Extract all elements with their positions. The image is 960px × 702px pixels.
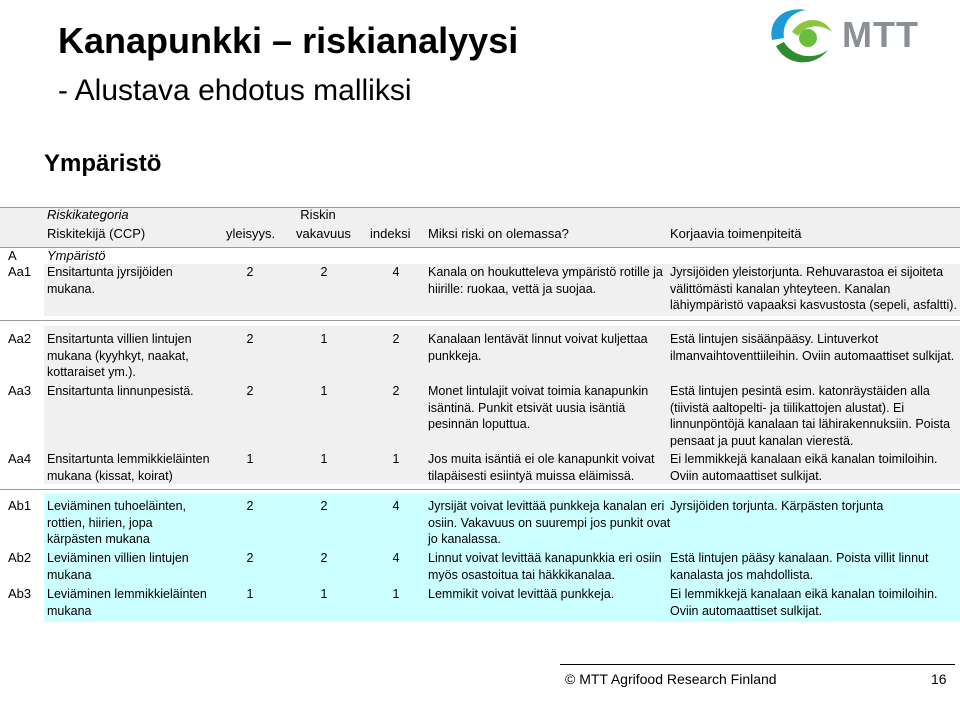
row-corrective-action: Jyrsijöiden yleistorjunta. Rehuvarastoa ei sijoiteta <box>670 265 944 279</box>
row-risk-factor: Ensitartunta jyrsijöiden <box>47 265 173 279</box>
row-corrective-action: välittömästi kanalan yhteyteen. Kanalan <box>670 281 891 296</box>
row-corrective-action: Estä lintujen sisäänpääsy. Lintuverkot <box>670 332 879 346</box>
row-risk-factor: mukana (kyyhkyt, naakat, <box>47 348 189 363</box>
header-vakavuus: vakavuus <box>296 226 351 241</box>
row-indeksi: 4 <box>392 499 400 513</box>
page-title: Kanapunkki – riskianalyysi <box>58 20 519 61</box>
header-indeksi: indeksi <box>370 226 411 241</box>
row-vakavuus: 1 <box>320 332 328 346</box>
row-corrective-action: Oviin automaattiset sulkijat. <box>670 468 823 483</box>
logo-text: MTT <box>842 14 919 55</box>
row-why: osiin. Vakavuus on suurempi jos punkit ovat <box>428 515 671 530</box>
row-vakavuus: 1 <box>320 384 328 398</box>
row-risk-factor: Leviäminen lemmikkieläinten <box>47 587 207 601</box>
row-code: Aa4 <box>8 451 32 466</box>
row-corrective-action: Ei lemmikkejä kanalaan eikä kanalan toimiloihin. <box>670 587 938 601</box>
page-subtitle: - Alustava ehdotus malliksi <box>58 74 412 107</box>
header-riskitekija: Riskitekijä (CCP) <box>47 226 146 241</box>
row-code: Aa2 <box>8 331 32 346</box>
row-vakavuus: 1 <box>320 587 328 601</box>
row-code: Ab2 <box>8 550 32 565</box>
row-indeksi: 4 <box>392 265 400 279</box>
row-risk-factor: mukana <box>47 603 92 618</box>
row-corrective-action: pensaat ja puut kanalan vierestä. <box>670 433 854 448</box>
row-why: Lemmikit voivat levittää punkkeja. <box>428 587 615 601</box>
row-corrective-action: Estä lintujen pesintä esim. katonräystäiden alla <box>670 384 930 398</box>
row-why: punkkeja. <box>428 348 482 363</box>
row-vakavuus: 2 <box>320 499 328 513</box>
row-indeksi: 1 <box>392 452 400 466</box>
row-corrective-action: ilmanvaihtoventtiileihin. Oviin automaattiset sulkijat. <box>670 348 955 363</box>
row-why: myös osastoitua tai häkkikanalaa. <box>428 567 615 582</box>
row-corrective-action: kanalasta jos mahdollista. <box>670 567 814 582</box>
row-why: tilapäisesti esiintyä muissa eläimissä. <box>428 468 635 483</box>
row-why: Jos muita isäntiä ei ole kanapunkit voivat <box>428 452 655 466</box>
row-risk-factor: Ensitartunta lemmikkieläinten <box>47 452 210 466</box>
row-corrective-action: (tiivistä aaltopelti- ja tiilikattojen alustat). Ei <box>670 400 905 415</box>
row-why: pesinnän loputtua. <box>428 417 531 431</box>
row-vakavuus: 1 <box>320 452 328 466</box>
row-risk-factor: kärpästen mukana <box>47 532 150 546</box>
row-risk-factor: mukana (kissat, koirat) <box>47 468 173 483</box>
row-vakavuus: 2 <box>320 551 328 565</box>
row-code: Ab1 <box>8 498 32 513</box>
row-why: hiirille: ruokaa, vettä ja suojaa. <box>428 281 597 296</box>
row-yleisyys: 2 <box>246 551 254 565</box>
header-yleisyys: yleisyys. <box>226 226 276 241</box>
row-yleisyys: 2 <box>246 384 254 398</box>
row-code: Aa1 <box>8 264 32 279</box>
row-why: Kanalaan lentävät linnut voivat kuljettaa <box>428 332 648 346</box>
row-corrective-action: Estä lintujen pääsy kanalaan. Poista villit linnut <box>670 551 929 565</box>
row-code: Ab3 <box>8 586 32 601</box>
row-yleisyys: 2 <box>246 332 254 346</box>
category-code: A <box>8 248 17 263</box>
row-code: Aa3 <box>8 383 32 398</box>
row-why: Monet lintulajit voivat toimia kanapunkin <box>428 384 649 398</box>
row-corrective-action: Oviin automaattiset sulkijat. <box>670 603 823 618</box>
row-indeksi: 1 <box>392 587 400 601</box>
rule-header <box>0 247 960 248</box>
row-yleisyys: 2 <box>246 265 254 279</box>
row-corrective-action: lähiympäristö vapaaksi kasvustosta (sepeli, asfaltti). <box>670 298 957 312</box>
header-korjaavia: Korjaavia toimenpiteitä <box>670 226 802 241</box>
header-riskin: Riskin <box>300 207 336 222</box>
row-risk-factor: rottien, hiirien, jopa <box>47 515 153 530</box>
row-vakavuus: 2 <box>320 265 328 279</box>
row-risk-factor: Leviäminen villien lintujen <box>47 551 189 565</box>
section-heading: Ympäristö <box>44 150 162 177</box>
header-riskikategoria: Riskikategoria <box>47 207 129 222</box>
row-risk-factor: mukana. <box>47 281 95 296</box>
row-yleisyys: 1 <box>246 452 254 466</box>
header-miksi: Miksi riski on olemassa? <box>428 226 569 241</box>
row-risk-factor: Leviäminen tuhoeläinten, <box>47 499 186 513</box>
footer-copyright: © MTT Agrifood Research Finland <box>565 671 777 687</box>
rule-group-b <box>0 489 960 490</box>
row-corrective-action: linnunpöntöjä kanalaan tai lähirakennuksiin. Poista <box>670 417 951 431</box>
row-why: Linnut voivat levittää kanapunkkia eri osiin <box>428 551 662 565</box>
row-indeksi: 2 <box>392 384 400 398</box>
footer-rule <box>560 664 955 665</box>
rule-top <box>0 207 960 208</box>
row-why: Jyrsijät voivat levittää punkkeja kanalan eri <box>428 499 665 513</box>
row-corrective-action: Jyrsijöiden torjunta. Kärpästen torjunta <box>670 499 884 513</box>
row-yleisyys: 2 <box>246 499 254 513</box>
row-yleisyys: 1 <box>246 587 254 601</box>
row-risk-factor: mukana <box>47 567 92 582</box>
rule-group-a <box>0 320 960 321</box>
row-why: jo kanalassa. <box>428 532 501 546</box>
page-number: 16 <box>931 671 947 687</box>
category-label: Ympäristö <box>47 248 106 263</box>
row-indeksi: 4 <box>392 551 400 565</box>
row-why: Kanala on houkutteleva ympäristö rotille ja <box>428 265 663 279</box>
row-why: isäntinä. Punkit etsivät uusia isäntiä <box>428 400 626 415</box>
row-risk-factor: Ensitartunta villien lintujen <box>47 332 192 346</box>
row-indeksi: 2 <box>392 332 400 346</box>
row-corrective-action: Ei lemmikkejä kanalaan eikä kanalan toimiloihin. <box>670 452 938 466</box>
row-risk-factor: kottaraiset ym.). <box>47 365 136 379</box>
row-risk-factor: Ensitartunta linnunpesistä. <box>47 384 194 398</box>
